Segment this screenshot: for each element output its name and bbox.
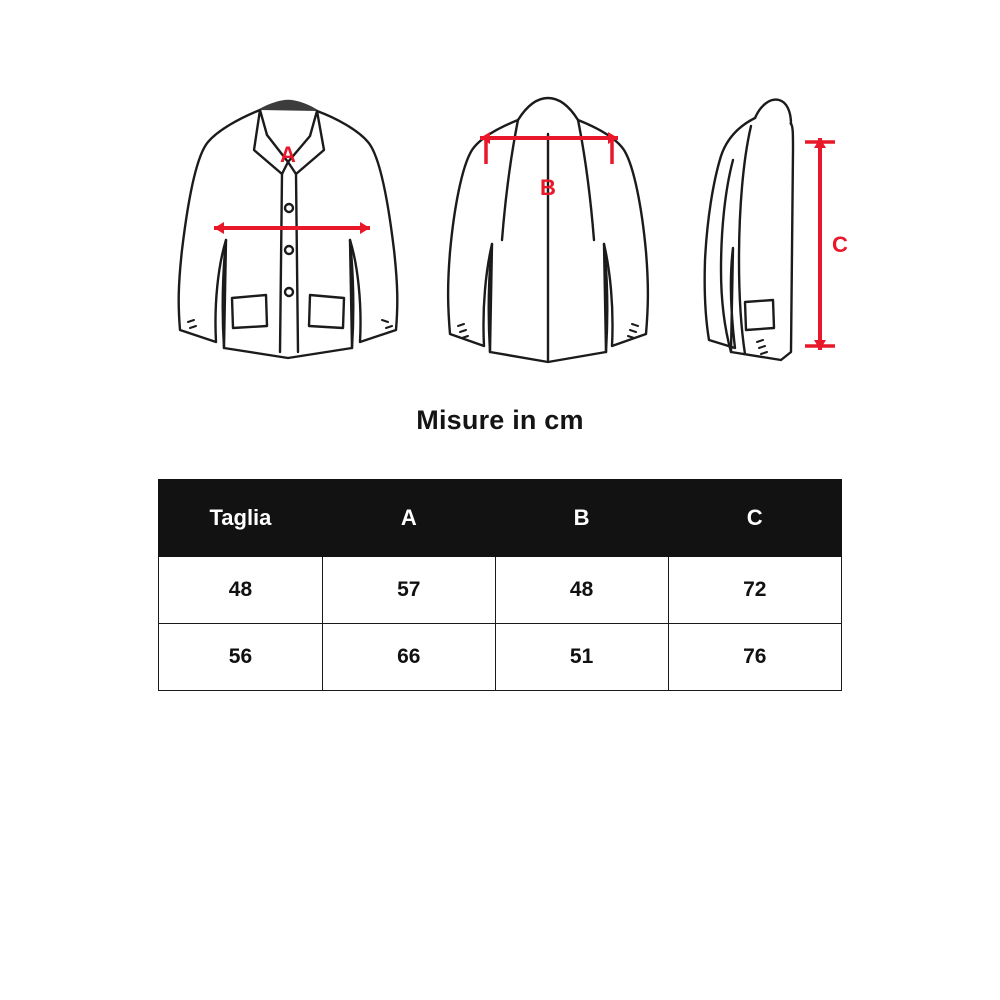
table-cell: 48 xyxy=(159,557,323,624)
table-cell: 48 xyxy=(495,557,668,624)
table-cell: 72 xyxy=(668,557,842,624)
table-header-cell: A xyxy=(322,480,495,557)
size-table-wrapper xyxy=(158,479,842,691)
table-header-cell: B xyxy=(495,480,668,557)
size-table xyxy=(158,479,842,691)
label-c-side: C xyxy=(832,232,848,257)
garment-illustrations xyxy=(150,90,870,380)
jacket-front-view xyxy=(170,90,400,385)
table-header-row xyxy=(159,480,842,557)
table-row xyxy=(159,557,842,624)
table-row xyxy=(159,624,842,691)
caption-misure: Misure in cm xyxy=(416,405,584,435)
jacket-side-view xyxy=(695,90,865,385)
label-b-back: B xyxy=(540,175,556,200)
table-cell: 76 xyxy=(668,624,842,691)
table-cell: 56 xyxy=(159,624,323,691)
label-a-front: A xyxy=(280,142,296,167)
table-cell: 51 xyxy=(495,624,668,691)
table-cell: 66 xyxy=(322,624,495,691)
jacket-back-view xyxy=(440,90,655,385)
table-header-cell: C xyxy=(668,480,842,557)
measure-line-c xyxy=(805,138,835,350)
table-cell: 57 xyxy=(322,557,495,624)
table-header-cell: Taglia xyxy=(159,480,323,557)
